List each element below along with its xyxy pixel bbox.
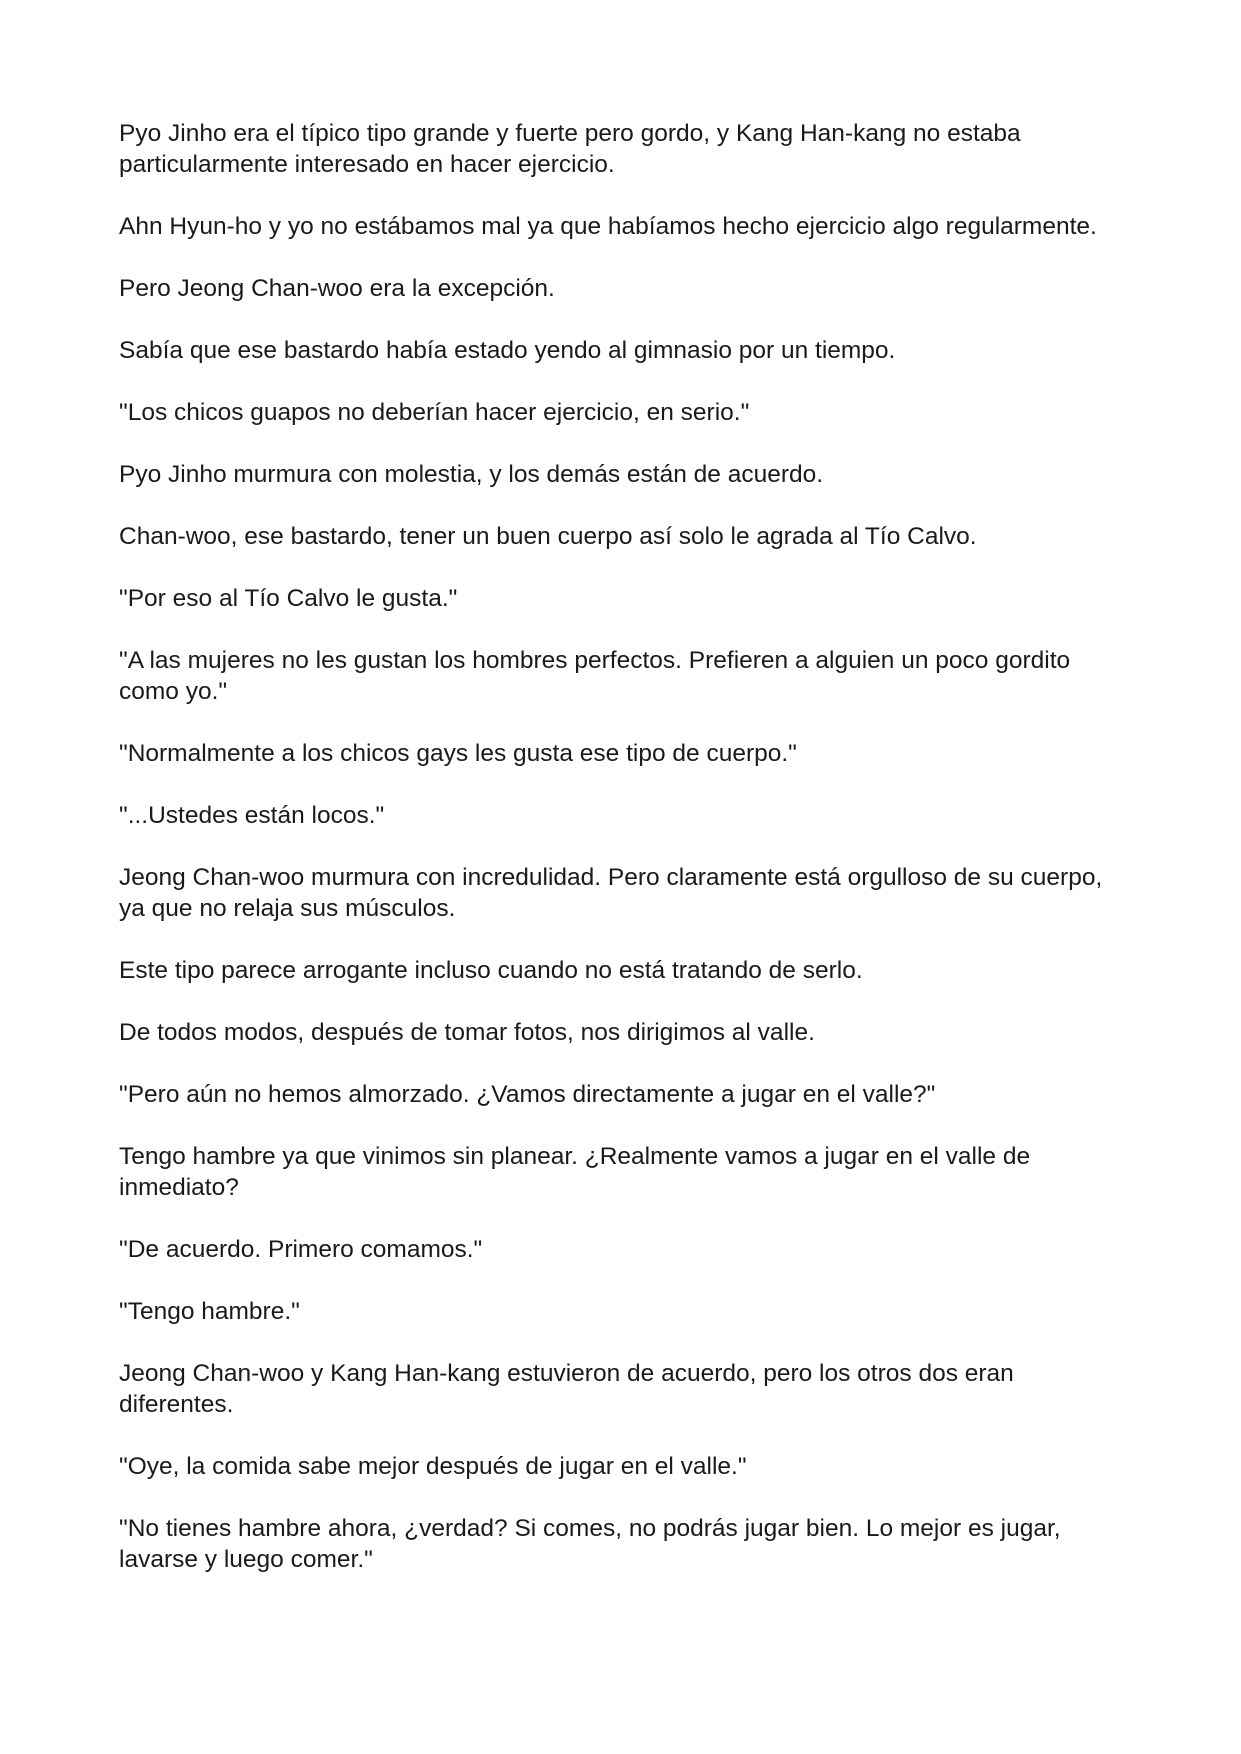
paragraph: "...Ustedes están locos.": [119, 802, 385, 829]
paragraph: "Por eso al Tío Calvo le gusta.": [119, 585, 458, 612]
document-body: [119, 118, 1129, 1606]
paragraph: "Tengo hambre.": [119, 1298, 300, 1325]
paragraph: "Oye, la comida sabe mejor después de jugar en el valle.": [119, 1453, 747, 1480]
paragraph: "No tienes hambre ahora, ¿verdad? Si comes, no podrás jugar bien. Lo mejor es jugar, lavarse y luego comer.": [119, 1515, 1061, 1573]
paragraph: Pero Jeong Chan-woo era la excepción.: [119, 275, 555, 302]
paragraph: Chan-woo, ese bastardo, tener un buen cuerpo así solo le agrada al Tío Calvo.: [119, 523, 977, 550]
paragraph: Ahn Hyun-ho y yo no estábamos mal ya que habíamos hecho ejercicio algo regularmente.: [119, 213, 1097, 240]
paragraph: "A las mujeres no les gustan los hombres perfectos. Prefieren a alguien un poco gordito como yo.": [119, 647, 1071, 705]
paragraph: "Normalmente a los chicos gays les gusta ese tipo de cuerpo.": [119, 740, 797, 767]
paragraph: Pyo Jinho murmura con molestia, y los demás están de acuerdo.: [119, 461, 824, 488]
paragraph: Jeong Chan-woo y Kang Han-kang estuvieron de acuerdo, pero los otros dos eran diferentes.: [119, 1360, 1014, 1418]
paragraph: "Pero aún no hemos almorzado. ¿Vamos directamente a jugar en el valle?": [119, 1081, 936, 1108]
paragraph: Tengo hambre ya que vinimos sin planear. ¿Realmente vamos a jugar en el valle de inmediato?: [119, 1143, 1031, 1201]
paragraph: Jeong Chan-woo murmura con incredulidad. Pero claramente está orgulloso de su cuerpo, ya que no relaja sus músculos.: [119, 864, 1103, 922]
paragraph: Sabía que ese bastardo había estado yendo al gimnasio por un tiempo.: [119, 337, 896, 364]
paragraph: Pyo Jinho era el típico tipo grande y fuerte pero gordo, y Kang Han-kang no estaba particularmente interesado en hacer ejercicio.: [119, 120, 1021, 178]
paragraph: De todos modos, después de tomar fotos, nos dirigimos al valle.: [119, 1019, 815, 1046]
paragraph: Este tipo parece arrogante incluso cuando no está tratando de serlo.: [119, 957, 863, 984]
paragraph: "De acuerdo. Primero comamos.": [119, 1236, 483, 1263]
paragraph: "Los chicos guapos no deberían hacer ejercicio, en serio.": [119, 399, 750, 426]
